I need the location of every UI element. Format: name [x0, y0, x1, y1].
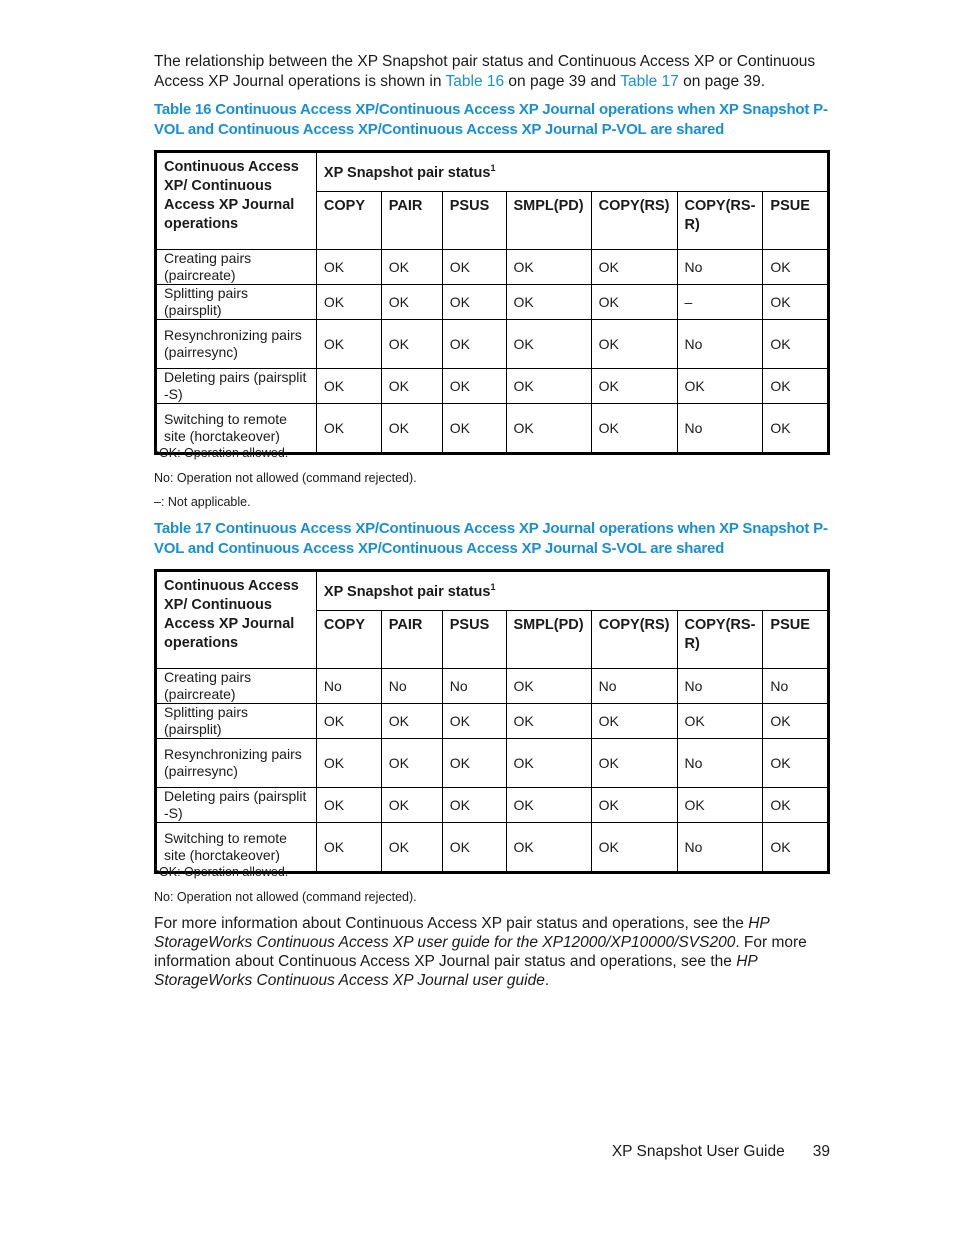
status-column-header: COPY(RS) [591, 611, 677, 669]
status-cell: OK [316, 320, 381, 369]
status-cell: No [591, 669, 677, 704]
table-16-link[interactable]: Table 16 [445, 72, 505, 90]
status-cell: OK [316, 704, 381, 739]
status-cell: OK [591, 285, 677, 320]
status-cell: OK [677, 704, 763, 739]
status-cell: OK [506, 823, 591, 873]
operation-cell: Deleting pairs (pairsplit -S) [156, 369, 317, 404]
status-cell: OK [763, 788, 829, 823]
pair-status-header [316, 571, 828, 611]
status-column-header: COPY [316, 192, 381, 250]
status-cell: OK [381, 320, 442, 369]
table-body [156, 250, 829, 454]
table-body [156, 669, 829, 873]
table-row [156, 669, 829, 704]
status-cell: OK [677, 369, 763, 404]
table-17 [154, 569, 830, 874]
status-column-header: PAIR [381, 611, 442, 669]
status-column-header: COPY(RS) [591, 192, 677, 250]
status-cell: No [442, 669, 506, 704]
status-cell: OK [591, 704, 677, 739]
operation-cell: Deleting pairs (pairsplit -S) [156, 788, 317, 823]
page-number: 39 [812, 1143, 830, 1160]
table-16 [154, 150, 830, 455]
status-cell: OK [763, 250, 829, 285]
status-cell: OK [442, 823, 506, 873]
status-cell: No [763, 669, 829, 704]
status-cell: No [677, 739, 763, 788]
footnote-marker: 1 [154, 444, 160, 454]
status-cell: No [677, 404, 763, 454]
operation-cell: Splitting pairs (pairsplit) [156, 285, 317, 320]
status-cell: OK [591, 739, 677, 788]
status-column-header: COPY [316, 611, 381, 669]
status-cell: OK [442, 250, 506, 285]
status-cell: OK [381, 704, 442, 739]
status-cell: OK [316, 285, 381, 320]
status-cell: OK [442, 704, 506, 739]
table-row [156, 739, 829, 788]
status-column-header: COPY(RS-R) [677, 611, 763, 669]
operations-header: Continuous Access XP/ Continuous Access XP Journal operations [156, 571, 317, 669]
status-column-header: PAIR [381, 192, 442, 250]
status-cell: OK [442, 788, 506, 823]
outro-text: For more information about Continuous Access XP pair status and operations, see the [154, 915, 749, 932]
footnote-ok [154, 444, 288, 460]
status-cell: OK [591, 320, 677, 369]
status-cell: OK [506, 788, 591, 823]
table-17-caption: Table 17 Continuous Access XP/Continuous Access XP Journal operations when XP Snapshot P-VOL and Continuous Access XP/Continuous Access XP Journal S-VOL are shared [154, 520, 828, 557]
guide-title-ca: HP StorageWorks Continuous Access XP user guide for the XP12000/XP10000/SVS200 [154, 915, 770, 951]
pair-status-label: XP Snapshot pair status [323, 164, 491, 181]
operation-cell: Creating pairs (paircreate) [156, 669, 317, 704]
status-cell: OK [763, 704, 829, 739]
status-cell: OK [381, 823, 442, 873]
status-cell: OK [677, 788, 763, 823]
outro-paragraph [154, 914, 830, 990]
status-cell: OK [506, 285, 591, 320]
status-cell: OK [506, 669, 591, 704]
status-cell: OK [506, 320, 591, 369]
status-cell: OK [442, 739, 506, 788]
status-cell: OK [381, 250, 442, 285]
status-cell: OK [442, 404, 506, 454]
status-cell: OK [506, 369, 591, 404]
status-cell: OK [442, 369, 506, 404]
status-cell: OK [316, 788, 381, 823]
page-footer [612, 1143, 830, 1161]
status-cell: OK [316, 823, 381, 873]
status-cell: OK [763, 369, 829, 404]
operations-header: Continuous Access XP/ Continuous Access XP Journal operations [156, 152, 317, 250]
status-cell: No [316, 669, 381, 704]
operation-cell: Creating pairs (paircreate) [156, 250, 317, 285]
footnote-marker: 1 [490, 582, 496, 593]
footnote-ok [154, 863, 288, 879]
status-cell: OK [506, 404, 591, 454]
status-cell: No [381, 669, 442, 704]
status-column-header: PSUS [442, 192, 506, 250]
table-row [156, 285, 829, 320]
intro-text: on page 39. [678, 72, 766, 90]
footnote-no: No: Operation not allowed (command rejected). [154, 890, 417, 904]
outro-text: . For more information about Continuous Access XP Journal pair status and operations, see the [154, 934, 807, 970]
intro-text: The relationship between the XP Snapshot pair status and Continuous Access XP or Continuous Access XP Journal operations is shown in [154, 53, 816, 90]
status-cell: No [677, 823, 763, 873]
footnote-no: No: Operation not allowed (command rejected). [154, 471, 417, 485]
status-cell: No [677, 250, 763, 285]
status-cell: OK [381, 739, 442, 788]
status-cell: OK [591, 823, 677, 873]
table-row [156, 320, 829, 369]
table-row [156, 704, 829, 739]
status-cell: OK [591, 369, 677, 404]
operation-cell: Resynchronizing pairs (pairresync) [156, 739, 317, 788]
status-cell: OK [506, 704, 591, 739]
status-cell: OK [591, 788, 677, 823]
status-cell: No [677, 320, 763, 369]
operation-cell: Switching to remote site (horctakeover) [156, 404, 317, 454]
status-cell: OK [591, 404, 677, 454]
status-cell: OK [591, 250, 677, 285]
operation-cell: Resynchronizing pairs (pairresync) [156, 320, 317, 369]
table-16-caption: Table 16 Continuous Access XP/Continuous Access XP Journal operations when XP Snapshot P-VOL and Continuous Access XP/Continuous Access XP Journal P-VOL are shared [154, 101, 828, 138]
status-cell: OK [316, 369, 381, 404]
status-column-header: PSUE [763, 611, 829, 669]
intro-text: on page 39 and [504, 72, 621, 90]
footnote-na: –: Not applicable. [154, 495, 251, 509]
status-cell: OK [316, 739, 381, 788]
status-cell: OK [763, 404, 829, 454]
status-cell: OK [381, 369, 442, 404]
status-cell: OK [381, 285, 442, 320]
guide-title-caj: HP StorageWorks Continuous Access XP Journal user guide [154, 953, 758, 989]
table-row [156, 788, 829, 823]
footer-title: XP Snapshot User Guide [611, 1143, 785, 1160]
status-cell: – [677, 285, 763, 320]
status-cell: OK [316, 404, 381, 454]
status-cell: OK [381, 404, 442, 454]
status-cell: No [677, 669, 763, 704]
table-17-link[interactable]: Table 17 [620, 72, 679, 90]
status-cell: OK [442, 285, 506, 320]
status-cell: OK [506, 250, 591, 285]
footnote-text: OK: Operation allowed. [159, 446, 289, 461]
status-cell: OK [763, 320, 829, 369]
status-cell: OK [316, 250, 381, 285]
status-cell: OK [763, 285, 829, 320]
status-column-header: SMPL(PD) [506, 192, 591, 250]
status-cell: OK [763, 823, 829, 873]
pair-status-label: XP Snapshot pair status [323, 583, 491, 600]
operation-cell: Switching to remote site (horctakeover) [156, 823, 317, 873]
table-row [156, 369, 829, 404]
outro-text: . [544, 972, 550, 989]
status-column-header: SMPL(PD) [506, 611, 591, 669]
status-cell: OK [763, 739, 829, 788]
status-column-header: PSUS [442, 611, 506, 669]
status-column-header: COPY(RS-R) [677, 192, 763, 250]
footnote-marker: 1 [154, 863, 160, 873]
footnote-text: OK: Operation allowed. [159, 865, 289, 880]
status-cell: OK [442, 320, 506, 369]
operation-cell: Splitting pairs (pairsplit) [156, 704, 317, 739]
pair-status-header [316, 152, 828, 192]
status-cell: OK [381, 788, 442, 823]
status-cell: OK [506, 739, 591, 788]
status-column-header: PSUE [763, 192, 829, 250]
table-row [156, 250, 829, 285]
intro-paragraph [154, 52, 830, 91]
footnote-marker: 1 [490, 163, 496, 174]
